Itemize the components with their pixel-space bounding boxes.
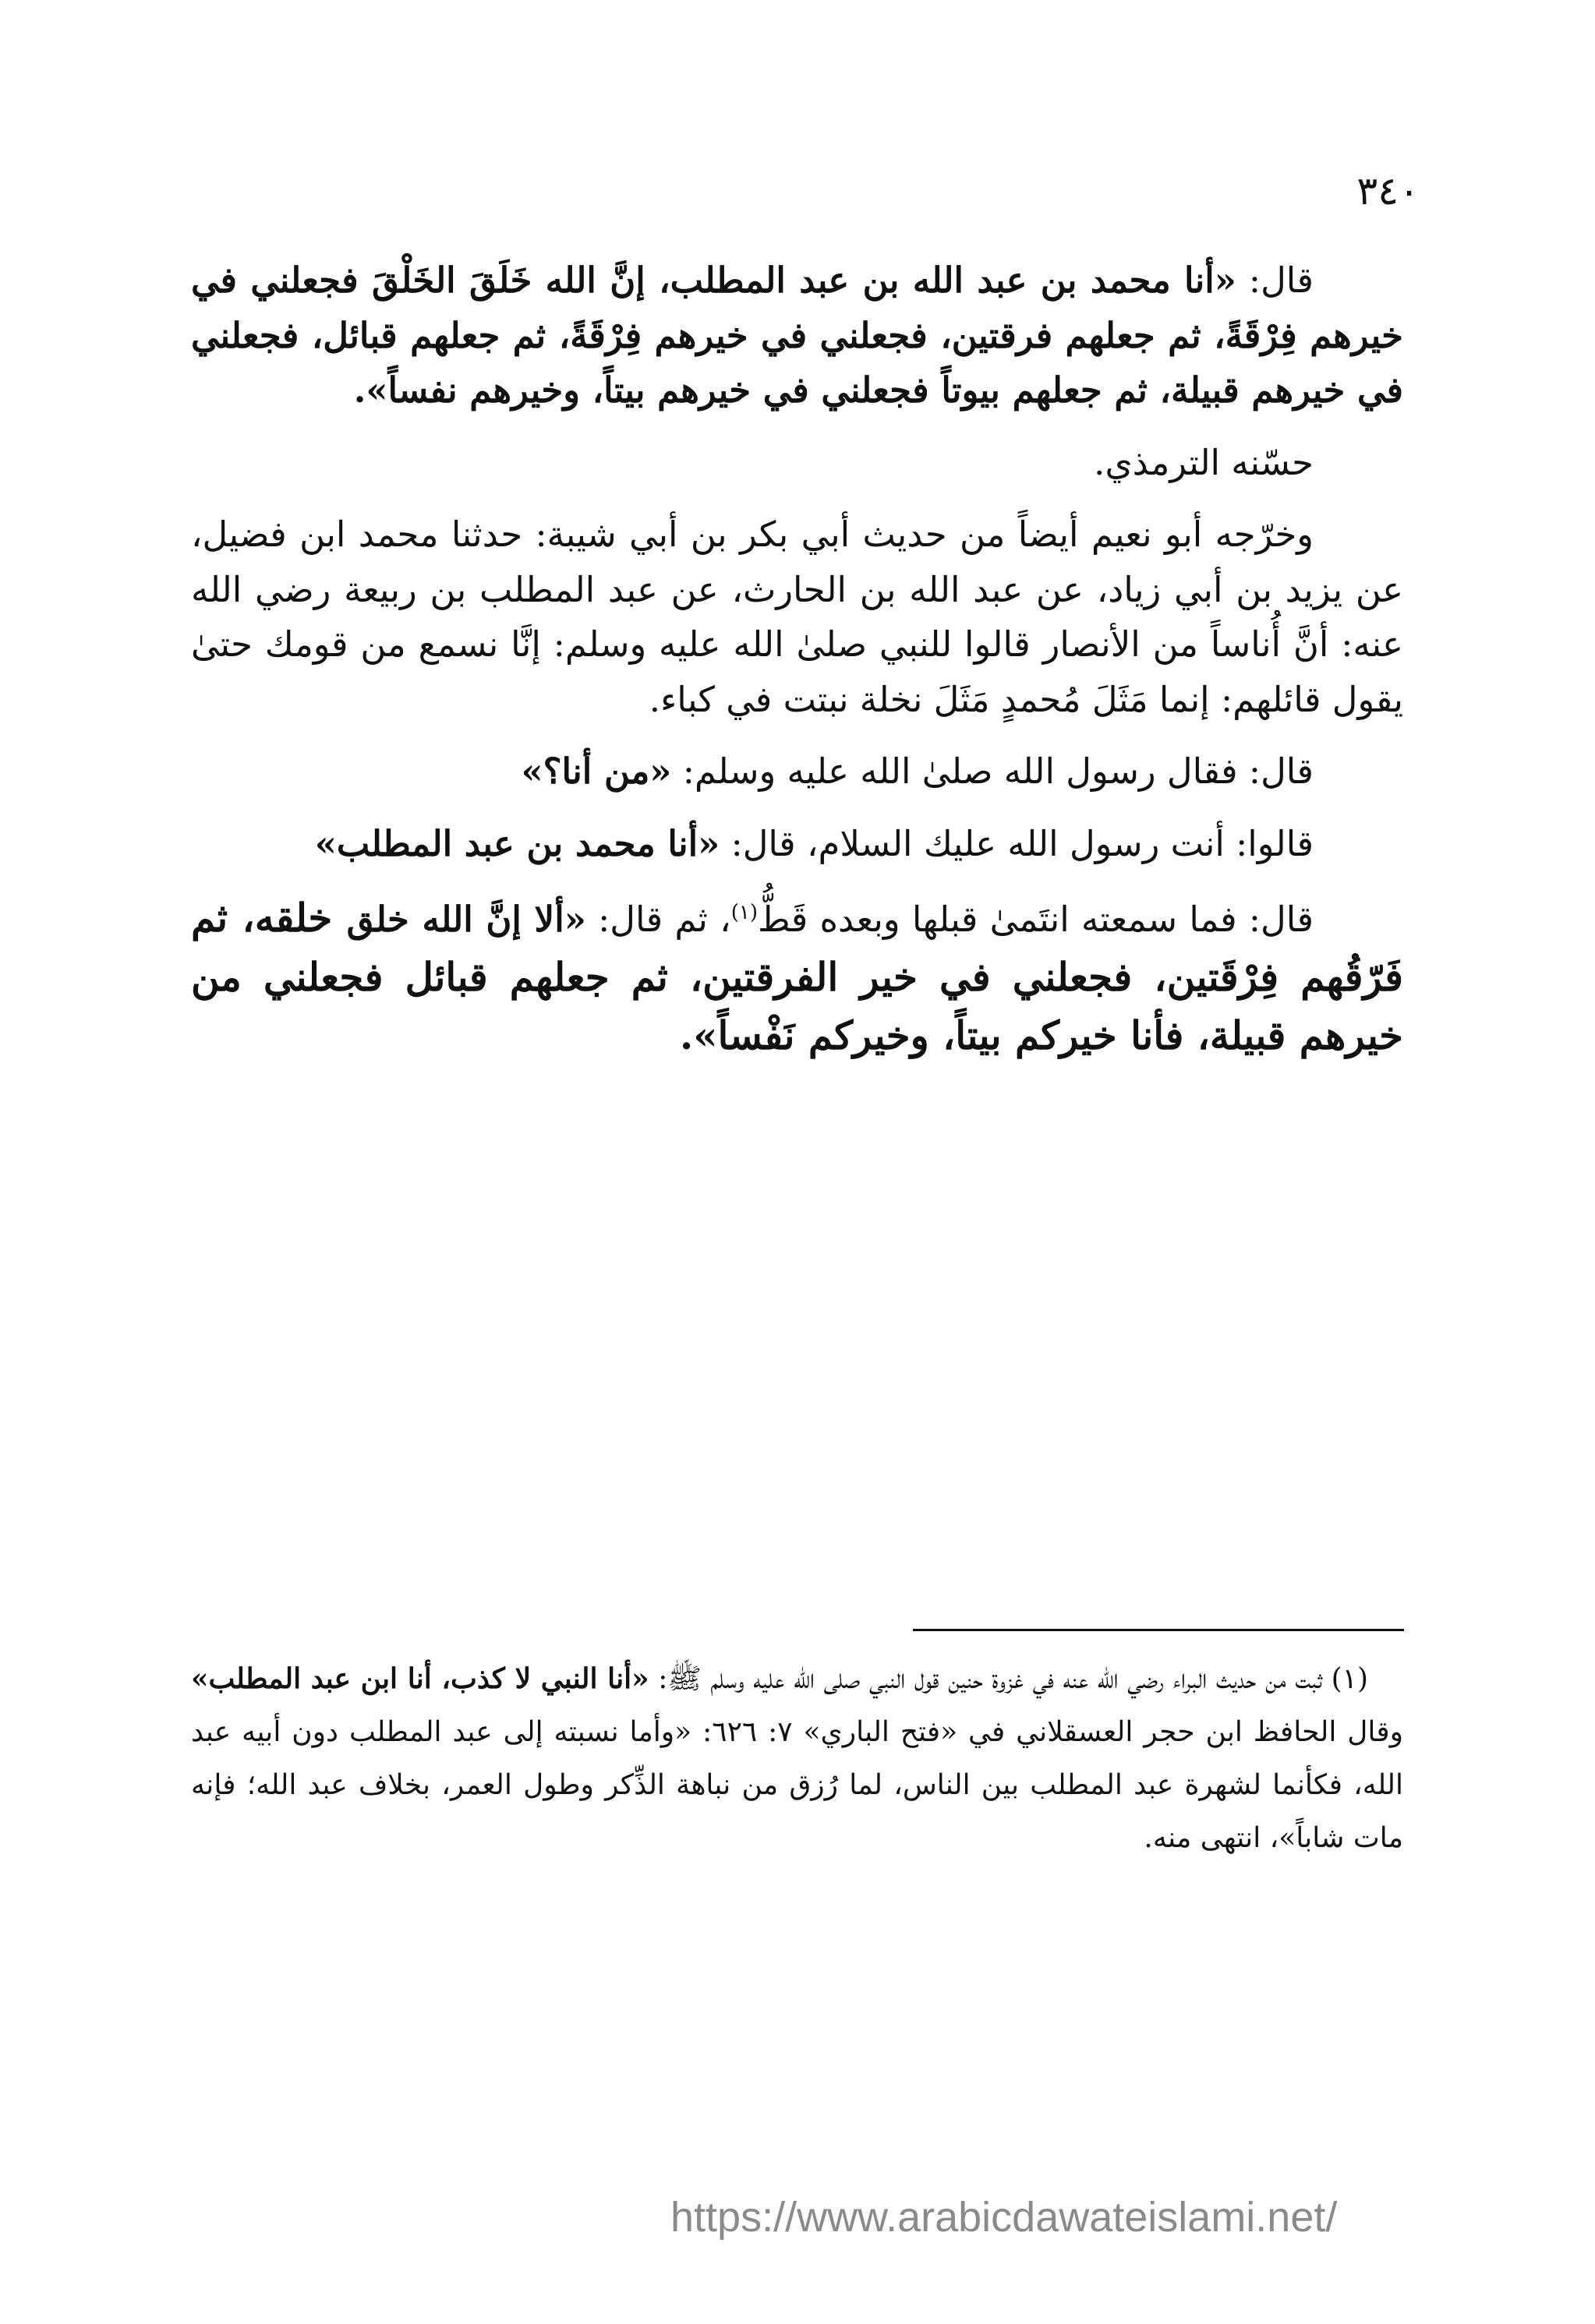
paragraph-6 [191,888,1403,1065]
paragraph-1 [191,253,1403,419]
paragraph-3: وخرّجه أبو نعيم أيضاً من حديث أبي بكر بن أبي شيبة: حدثنا محمد ابن فضيل، عن يزيد بن أبي زياد، عن عبد الله بن الحارث، عن عبد المطلب بن ربيعة رضي الله عنه: أنَّ أُناساً من الأنصار قالوا للنبي صلىٰ الله عليه وسلم: إنَّا نسمع من قومك حتىٰ يقول قائلهم: إنما مَثَلَ مُحمدٍ مَثَلَ نخلة نبتت في كباء. [191,514,1403,720]
p6-intro: قال: فما سمعته انتَمىٰ قبلها وبعده قَطُّ [757,899,1314,940]
p1-quote: «أنا محمد بن عبد الله بن عبد المطلب، إنَّ الله خَلَقَ الخَلْقَ فجعلني في خيرهم فِرْقَةً، ثم جعلهم فرقتين، فجعلني في خيرهم فِرْقَةً، ثم جعلهم قبائل، فجعلني في خيرهم قبيلة، ثم جعلهم بيوتاً فجعلني في خيرهم بيتاً، وخيرهم نفساً». [191,260,1403,411]
watermark-url: https://www.arabicdawateislami.net/ [670,2194,1338,2241]
footnote-divider [913,1629,1404,1631]
paragraph-2: حسّنه الترمذي. [1094,441,1314,483]
p5-quote: «أنا محمد بن عبد المطلب» [314,822,720,864]
p4-quote: «من أنا؟» [521,751,672,792]
footnote-quote: «أنا النبي لا كذب، أنا ابن عبد المطلب» [191,1662,649,1695]
p1-intro: قال: [1236,260,1314,301]
footnote-intro: (١) ثبت من حديث البراء رضي الله عنه في غزوة حنين قول النبي صلى الله عليه وسلم ﷺ: [649,1663,1369,1695]
main-text [191,253,1403,1083]
paragraph-4 [191,744,1403,800]
paragraph-5 [191,817,1403,872]
footnote-rest: وقال الحافظ ابن حجر العسقلاني في «فتح الباري» ٧: ٦٢٦: «وأما نسبته إلى عبد المطلب دون أبيه عبد الله، فكأنما لشهرة عبد المطلب بين الناس، لما رُزق من نباهة الذِّكر وطول العمر، بخلاف عبد الله؛ فإنه مات شاباً»، انتهى منه. [191,1716,1403,1854]
p5-intro: قالوا: أنت رسول الله عليك السلام، قال: [720,822,1314,864]
page-number: ٣٤٠ [1356,168,1420,214]
footnotes [191,1652,1403,1865]
footnote-1 [191,1652,1403,1865]
p6-quote-start: «ألا إنَّ الله خلق [346,899,586,940]
p6-quote-rest: خلقه، ثم فَرّقُهم فِرْقَتين، فجعلني في خير الفرقتين، ثم جعلهم قبائل فجعلني من خيرهم قبيلة، فأنا خيركم بيتاً، وخيركم نَفْساً». [191,895,1403,1058]
p4-intro: قال: فقال رسول الله صلىٰ الله عليه وسلم: [671,751,1314,792]
p6-mid: ، ثم قال: [585,899,731,940]
footnote-ref[interactable]: (١) [730,901,758,924]
